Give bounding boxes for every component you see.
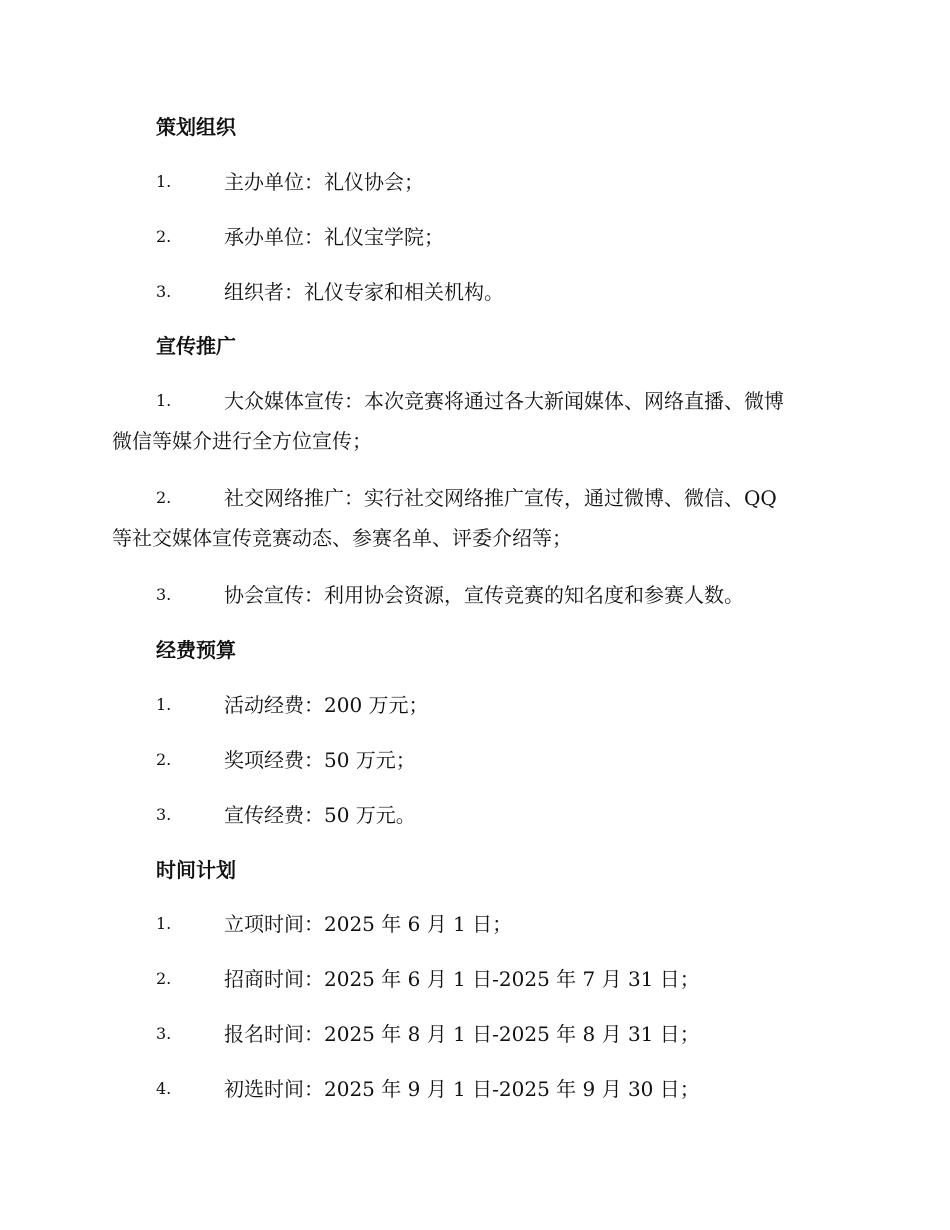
list-item-text-continued: 微信等媒介进行全方位宣传；: [112, 429, 372, 453]
list-item-text-continued: 等社交媒体宣传竞赛动态、参赛名单、评委介绍等；: [112, 526, 572, 550]
list-item: [112, 272, 832, 312]
section-heading-planning: 策划组织: [156, 115, 236, 139]
list-item-text: 宣传经费：50 万元。: [224, 803, 416, 827]
list-item-number: 1.: [156, 914, 172, 933]
section-heading-schedule: 时间计划: [156, 858, 236, 882]
list-item: [112, 904, 832, 944]
list-item-number: 3.: [156, 805, 172, 824]
list-item-number: 1.: [156, 172, 172, 191]
list-item-number: 2.: [156, 750, 172, 769]
list-item-number: 1.: [156, 391, 172, 410]
list-item: [112, 959, 832, 999]
list-item-text: 主办单位：礼仪协会；: [224, 170, 424, 194]
list-item: [112, 685, 832, 725]
list-item: [112, 1014, 832, 1054]
list-item-number: 4.: [156, 1079, 172, 1098]
list-item-number: 1.: [156, 695, 172, 714]
list-item-number: 2.: [156, 488, 172, 507]
list-item: [112, 740, 832, 780]
section-heading-promotion: 宣传推广: [156, 334, 236, 358]
list-item-text: 活动经费：200 万元；: [224, 693, 429, 717]
list-item-number: 3.: [156, 1024, 172, 1043]
list-item-text: 社交网络推广：实行社交网络推广宣传，通过微博、微信、QQ: [224, 486, 777, 510]
list-item: [112, 478, 832, 558]
list-item-text: 承办单位：礼仪宝学院；: [224, 225, 444, 249]
list-item-text: 报名时间：2025 年 8 月 1 日-2025 年 8 月 31 日；: [224, 1022, 700, 1046]
list-item: [112, 575, 832, 615]
list-item-text: 初选时间：2025 年 9 月 1 日-2025 年 9 月 30 日；: [224, 1077, 700, 1101]
list-item-number: 3.: [156, 282, 172, 301]
list-item-number: 2.: [156, 969, 172, 988]
list-item-text: 奖项经费：50 万元；: [224, 748, 416, 772]
list-item: [112, 795, 832, 835]
section-heading-budget: 经费预算: [156, 638, 236, 662]
list-item-text: 大众媒体宣传：本次竞赛将通过各大新闻媒体、网络直播、微博: [224, 389, 784, 413]
list-item: [112, 1069, 832, 1109]
list-item-number: 2.: [156, 227, 172, 246]
list-item: [112, 381, 832, 461]
list-item-text: 招商时间：2025 年 6 月 1 日-2025 年 7 月 31 日；: [224, 967, 700, 991]
list-item-text: 立项时间：2025 年 6 月 1 日；: [224, 912, 513, 936]
list-item: [112, 162, 832, 202]
list-item-text: 协会宣传：利用协会资源，宣传竞赛的知名度和参赛人数。: [224, 583, 744, 607]
list-item-text: 组织者：礼仪专家和相关机构。: [224, 280, 504, 304]
list-item-number: 3.: [156, 585, 172, 604]
list-item: [112, 217, 832, 257]
